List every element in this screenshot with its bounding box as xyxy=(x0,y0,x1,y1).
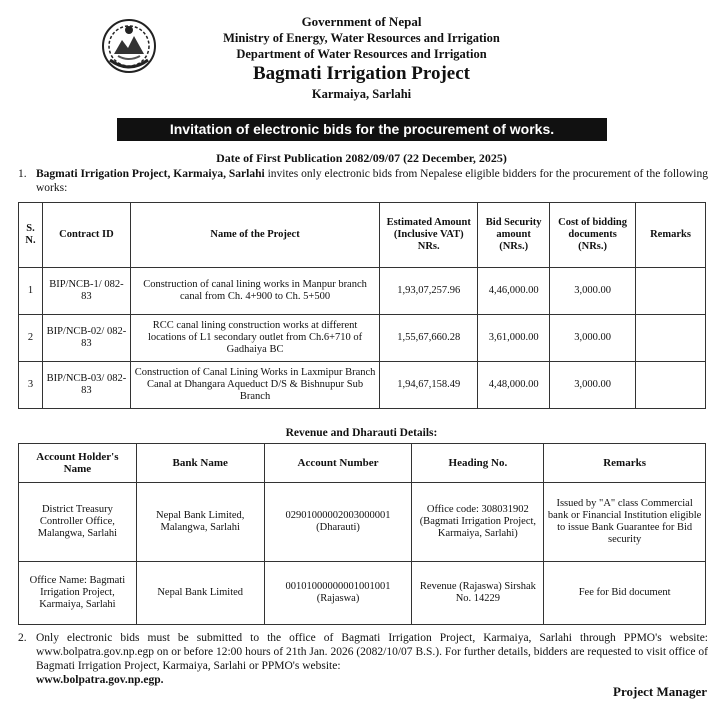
column-header: Contract ID xyxy=(42,203,130,268)
contract-id: BIP/NCB-1/ 082-83 xyxy=(42,268,130,315)
column-header: Heading No. xyxy=(412,444,544,483)
heading-number: Revenue (Rajaswa) Sirshak No. 14229 xyxy=(412,562,544,625)
table-header-row xyxy=(19,444,706,483)
project-location: Karmaiya, Sarlahi xyxy=(311,87,412,101)
remarks: Issued by "A" class Commercial bank or Financial Institution eligible to issue Bank Guarantee for Bid security xyxy=(544,483,706,562)
bank-name: Nepal Bank Limited xyxy=(136,562,264,625)
bidder-org: Bagmati Irrigation Project, Karmaiya, Sarlahi xyxy=(36,168,265,180)
notice-banner: Invitation of electronic bids for the procurement of works. xyxy=(117,118,607,141)
contract-id: BIP/NCB-03/ 082-83 xyxy=(42,362,130,409)
account-number: 00101000000001001001 (Rajaswa) xyxy=(264,562,412,625)
column-header: Account Holder's Name xyxy=(19,444,137,483)
account-holder: District Treasury Controller Office, Malangwa, Sarlahi xyxy=(19,483,137,562)
column-header: Remarks xyxy=(544,444,706,483)
column-header: Estimated Amount (Inclusive VAT) NRs. xyxy=(380,203,478,268)
revenue-section-title: Revenue and Dharauti Details: xyxy=(285,427,438,439)
column-header: Remarks xyxy=(636,203,706,268)
bid-security: 4,48,000.00 xyxy=(478,362,550,409)
contract-id: BIP/NCB-02/ 082-83 xyxy=(42,315,130,362)
remarks xyxy=(636,268,706,315)
table-row xyxy=(19,562,706,625)
serial-number: 2 xyxy=(19,315,43,362)
document-cost: 3,000.00 xyxy=(550,268,636,315)
project-name: Construction of canal lining works in Manpur branch canal from Ch. 4+900 to Ch. 5+500 xyxy=(130,268,379,315)
serial-number: 3 xyxy=(19,362,43,409)
document-cost: 3,000.00 xyxy=(550,315,636,362)
letterhead xyxy=(0,14,723,102)
heading-number: Office code: 308031902 (Bagmati Irrigation Project, Karmaiya, Sarlahi) xyxy=(412,483,544,562)
column-header: Account Number xyxy=(264,444,412,483)
column-header: Bid Security amount (NRs.) xyxy=(478,203,550,268)
paragraph-2 xyxy=(18,631,708,687)
table-row xyxy=(19,362,706,409)
remarks: Fee for Bid document xyxy=(544,562,706,625)
paragraph-number: 2. xyxy=(18,632,27,644)
publication-date: Date of First Publication 2082/09/07 (22 December, 2025) xyxy=(216,151,507,165)
account-holder: Office Name: Bagmati Irrigation Project, Karmaiya, Sarlahi xyxy=(19,562,137,625)
account-table xyxy=(18,443,706,625)
signature-title: Project Manager xyxy=(613,684,707,699)
government-line: Government of Nepal xyxy=(301,14,422,29)
bid-security: 4,46,000.00 xyxy=(478,268,550,315)
table-row xyxy=(19,483,706,562)
remarks xyxy=(636,362,706,409)
table-header-row xyxy=(19,203,706,268)
column-header: S. N. xyxy=(19,203,43,268)
works-table xyxy=(18,202,706,409)
estimated-amount: 1,93,07,257.96 xyxy=(380,268,478,315)
paragraph-number: 1. xyxy=(18,168,27,180)
paragraph-1 xyxy=(18,167,708,195)
document-cost: 3,000.00 xyxy=(550,362,636,409)
ministry-line: Ministry of Energy, Water Resources and Irrigation xyxy=(223,31,500,45)
project-title: Bagmati Irrigation Project xyxy=(252,63,471,84)
remarks xyxy=(636,315,706,362)
bid-security: 3,61,000.00 xyxy=(478,315,550,362)
column-header: Bank Name xyxy=(136,444,264,483)
bank-name: Nepal Bank Limited, Malangwa, Sarlahi xyxy=(136,483,264,562)
column-header: Cost of bidding documents (NRs.) xyxy=(550,203,636,268)
column-header: Name of the Project xyxy=(130,203,379,268)
paragraph-1-text: invites only electronic bids from Nepalese eligible bidders for the procurement of the following works: xyxy=(36,168,708,194)
estimated-amount: 1,55,67,660.28 xyxy=(380,315,478,362)
account-number: 02901000002003000001 (Dharauti) xyxy=(264,483,412,562)
project-name: RCC canal lining construction works at different locations of L1 secondary outlet from Ch.6+710 of Gadhaiya BC xyxy=(130,315,379,362)
department-line: Department of Water Resources and Irrigation xyxy=(236,47,487,61)
website-link[interactable]: www.bolpatra.gov.np.egp. xyxy=(36,674,164,686)
paragraph-2-text: Only electronic bids must be submitted to the office of Bagmati Irrigation Project, Karmaiya, Sarlahi through PPMO's website: www.bolpatra.gov.np.egp on or before 12:00 hours of 21th Jan. 2026 (2082/10/07 B.S.). For further details, bidders are requested to visit office of Bagmati Irrigation Project, Karmaiya, Sarlahi or PPMO's website: xyxy=(36,632,708,672)
project-name: Construction of Canal Lining Works in Laxmipur Branch Canal at Dhangara Aqueduct D/S & Bishnupur Sub Branch xyxy=(130,362,379,409)
table-row xyxy=(19,315,706,362)
estimated-amount: 1,94,67,158.49 xyxy=(380,362,478,409)
serial-number: 1 xyxy=(19,268,43,315)
table-row xyxy=(19,268,706,315)
